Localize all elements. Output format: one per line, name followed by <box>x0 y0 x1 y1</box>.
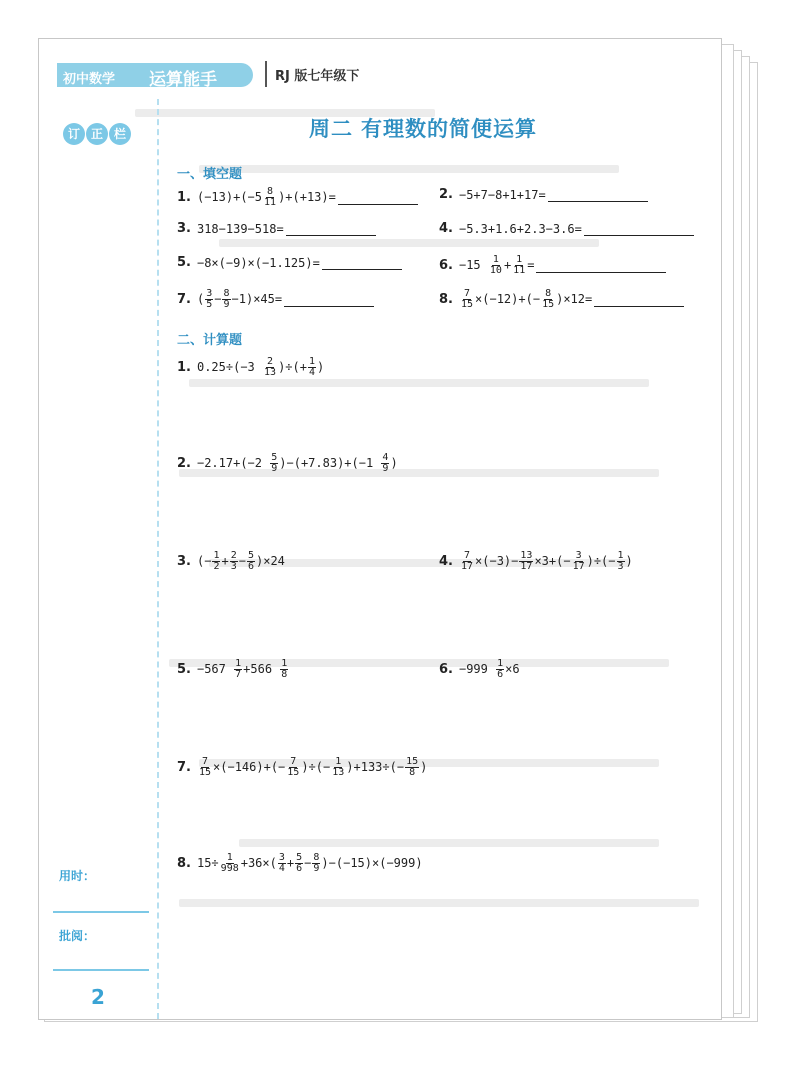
expression-text: + <box>503 258 512 272</box>
question-number: 3. <box>177 221 191 236</box>
question-expression <box>459 551 633 572</box>
correction-char: 订 <box>63 123 85 145</box>
expression-text: −999 <box>458 662 496 676</box>
section-fill-in: 一、填空题 <box>177 167 243 182</box>
fraction: $\frac{1}{998}$ <box>220 852 239 874</box>
question <box>177 659 289 680</box>
expression-text: ×6 <box>505 662 520 676</box>
question-expression <box>197 659 289 680</box>
expression-text: ( <box>196 292 205 306</box>
expression-text: ×(−146)+(− <box>213 760 286 774</box>
question-number: 5. <box>177 255 191 270</box>
expression-text: − <box>238 554 246 568</box>
question <box>177 221 376 236</box>
fraction: $\frac{7}{15}$ <box>198 756 212 778</box>
correction-char: 正 <box>86 123 108 145</box>
time-field[interactable] <box>53 911 149 913</box>
question-expression <box>197 187 336 208</box>
question-number: 4. <box>439 221 453 236</box>
fraction: $\frac{2}{13}$ <box>264 356 277 378</box>
expression-text: )÷(− <box>586 554 616 568</box>
bleed-line <box>239 839 659 847</box>
expression-text: ) <box>625 554 633 568</box>
question-expression <box>197 256 320 270</box>
expression-text: )×12= <box>556 292 593 306</box>
expression-text: (−13)+(−5 <box>196 190 263 204</box>
question <box>177 289 374 310</box>
expression-text: 318−139−518= <box>196 221 284 236</box>
fraction: $\frac{4}{9}$ <box>382 452 389 474</box>
bleed-line <box>219 239 599 247</box>
question-number: 1. <box>177 190 191 205</box>
bleed-line <box>189 379 649 387</box>
question-expression <box>197 357 324 378</box>
fraction: $\frac{13}{17}$ <box>520 550 533 572</box>
expression-text: −5+7−8+1+17= <box>458 187 546 202</box>
answer-blank[interactable] <box>286 222 376 236</box>
question-expression <box>459 222 582 236</box>
expression-text: )−(+7.83)+(−1 <box>279 456 381 470</box>
answer-blank[interactable] <box>584 222 694 236</box>
fraction: $\frac{5}{6}$ <box>296 852 303 874</box>
expression-text: +566 <box>243 662 280 676</box>
question <box>177 255 402 270</box>
expression-text: (− <box>196 554 212 568</box>
fraction: $\frac{3}{4}$ <box>278 852 285 874</box>
question-expression <box>197 289 282 310</box>
fraction: $\frac{7}{15}$ <box>287 756 300 778</box>
expression-text: = <box>527 258 535 272</box>
expression-text: ) <box>317 360 325 374</box>
fraction: $\frac{1}{11}$ <box>513 254 526 276</box>
question-number: 2. <box>177 456 191 471</box>
expression-text: −1)×45= <box>231 292 283 306</box>
question <box>439 289 684 310</box>
title-day: 周二 <box>309 117 353 141</box>
answer-blank[interactable] <box>548 188 648 202</box>
expression-text: ×(−12)+(− <box>475 292 541 306</box>
question <box>439 187 648 202</box>
worksheet-page <box>38 38 722 1020</box>
bleed-line <box>199 165 619 173</box>
question-number: 8. <box>439 292 453 307</box>
question-number: 4. <box>439 554 453 569</box>
question-expression <box>197 222 284 236</box>
fraction: $\frac{8}{11}$ <box>264 186 277 208</box>
answer-blank[interactable] <box>322 256 402 270</box>
fraction: $\frac{8}{15}$ <box>542 288 555 310</box>
answer-blank[interactable] <box>338 191 418 205</box>
question <box>177 853 423 874</box>
fraction: $\frac{15}{8}$ <box>406 756 419 778</box>
edition-label: RJ 版七年级下 <box>275 69 360 84</box>
expression-text: )÷(− <box>301 760 331 774</box>
fraction: $\frac{1}{7}$ <box>235 658 242 680</box>
section-calculation: 二、计算题 <box>177 333 243 348</box>
expression-text: − <box>304 856 312 870</box>
expression-text: + <box>286 856 295 870</box>
margin-divider <box>157 99 159 1019</box>
review-label: 批阅： <box>59 929 96 943</box>
answer-blank[interactable] <box>284 293 374 307</box>
question-expression <box>197 853 423 874</box>
question-number: 6. <box>439 662 453 677</box>
question <box>439 221 694 236</box>
header-divider <box>265 61 267 87</box>
fraction: $\frac{1}{6}$ <box>497 658 504 680</box>
question <box>439 659 520 680</box>
question <box>439 551 633 572</box>
fraction: $\frac{2}{3}$ <box>230 550 237 572</box>
header-brand-band <box>57 63 253 90</box>
expression-text: + <box>221 554 229 568</box>
review-field[interactable] <box>53 969 149 971</box>
question-expression <box>459 659 520 680</box>
question-number: 1. <box>177 360 191 375</box>
question <box>439 255 666 276</box>
fraction: $\frac{7}{17}$ <box>460 550 474 572</box>
question-expression <box>197 453 398 474</box>
expression-text: −5.3+1.6+2.3−3.6= <box>458 221 582 236</box>
bleed-line <box>179 899 699 907</box>
fraction: $\frac{3}{5}$ <box>206 288 213 310</box>
fraction: $\frac{1}{4}$ <box>308 356 315 378</box>
expression-text: −2.17+(−2 <box>196 456 270 470</box>
expression-text: ×3+(− <box>534 554 571 568</box>
expression-text: ) <box>420 760 428 774</box>
question-number: 8. <box>177 856 191 871</box>
brand-subject: 初中数学 <box>63 72 116 87</box>
question <box>177 757 427 778</box>
question-number: 3. <box>177 554 191 569</box>
fraction: $\frac{1}{8}$ <box>281 658 288 680</box>
fraction: $\frac{7}{15}$ <box>460 288 474 310</box>
fraction: $\frac{5}{9}$ <box>271 452 278 474</box>
expression-text: 0.25÷(−3 <box>196 360 263 374</box>
page-number: 2 <box>91 985 105 1009</box>
title-topic: 有理数的简便运算 <box>361 117 537 141</box>
fraction: $\frac{1}{10}$ <box>489 254 502 276</box>
question-expression <box>459 255 534 276</box>
question-expression <box>459 289 592 310</box>
expression-text: )−(−15)×(−999) <box>321 856 423 870</box>
question <box>177 187 418 208</box>
expression-text: +36×( <box>240 856 277 870</box>
question-number: 5. <box>177 662 191 677</box>
page-title <box>309 113 537 143</box>
expression-text: −8×(−9)×(−1.125)= <box>196 255 320 270</box>
answer-blank[interactable] <box>594 293 684 307</box>
fraction: $\frac{5}{6}$ <box>247 550 254 572</box>
expression-text: 15÷ <box>196 856 219 870</box>
answer-blank[interactable] <box>536 259 666 273</box>
question <box>177 357 324 378</box>
correction-char: 栏 <box>109 123 131 145</box>
expression-text: )+133÷(− <box>346 760 405 774</box>
time-label: 用时： <box>59 869 96 883</box>
expression-text: )+(+13)= <box>278 190 336 204</box>
correction-column-badge <box>63 123 131 145</box>
question-number: 6. <box>439 258 453 273</box>
expression-text: )÷(+ <box>278 360 307 374</box>
fraction: $\frac{1}{3}$ <box>617 550 624 572</box>
fraction: $\frac{1}{2}$ <box>213 550 220 572</box>
expression-text: −567 <box>196 662 234 676</box>
question-number: 7. <box>177 760 191 775</box>
question-number: 2. <box>439 187 453 202</box>
expression-text: )×24 <box>256 554 285 568</box>
fraction: $\frac{3}{17}$ <box>572 550 585 572</box>
expression-text: ×(−3)− <box>475 554 519 568</box>
expression-text: − <box>214 292 222 306</box>
question-expression <box>197 551 285 572</box>
question-expression <box>459 188 546 202</box>
fraction: $\frac{8}{9}$ <box>313 852 320 874</box>
question-number: 7. <box>177 292 191 307</box>
fraction: $\frac{1}{13}$ <box>332 756 345 778</box>
fraction: $\frac{8}{9}$ <box>223 288 230 310</box>
expression-text: −15 <box>458 258 488 272</box>
brand-series: 运算能手 <box>149 70 217 90</box>
question <box>177 453 398 474</box>
question <box>177 551 285 572</box>
question-expression <box>197 757 427 778</box>
expression-text: ) <box>390 456 398 470</box>
